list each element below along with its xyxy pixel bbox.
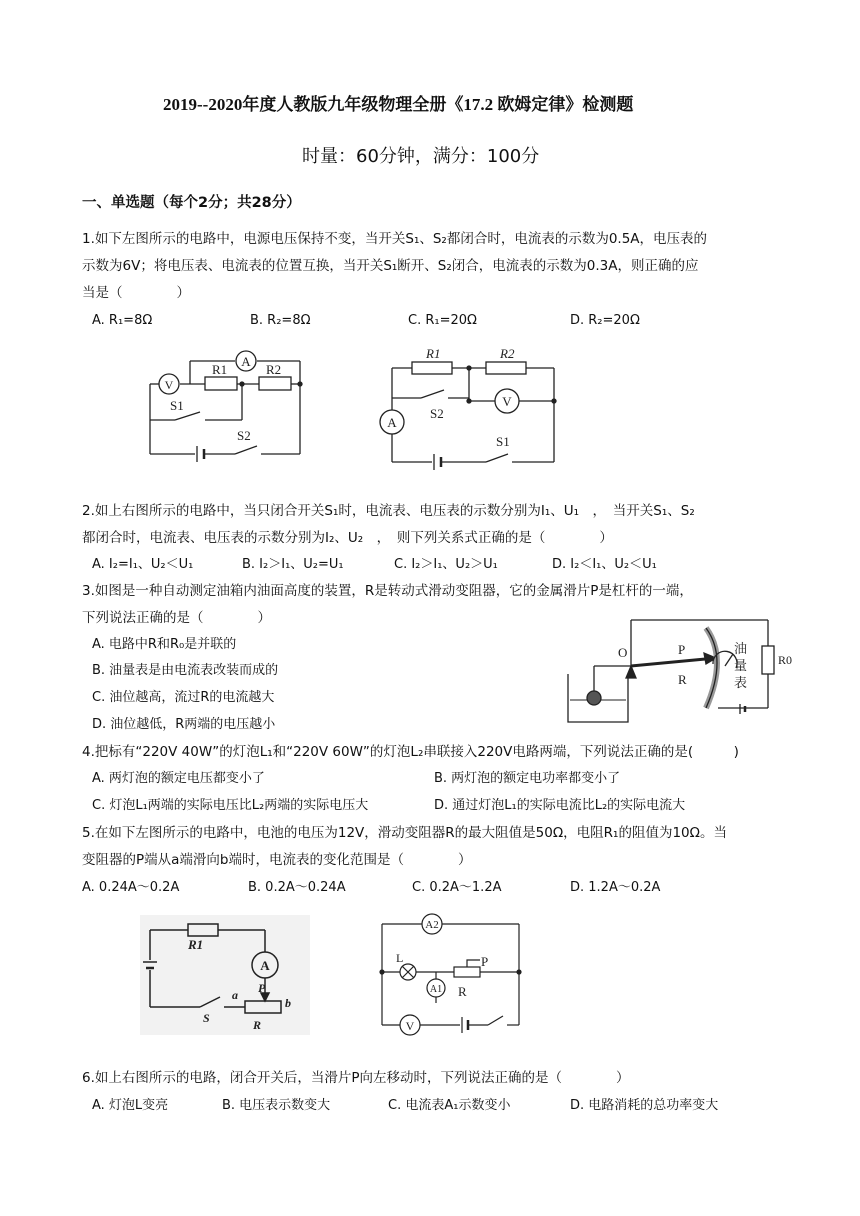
q5-option-d: D. 1.2A～0.2A: [570, 880, 661, 895]
fig3-slider-label: P: [678, 642, 686, 657]
q3-option-c: C. 油位越高，流过R的电流越大: [92, 690, 275, 705]
circuit-figure-5: [376, 910, 521, 1035]
fig4-slider-label: P: [258, 981, 266, 995]
fig5-a1-label: A1: [429, 984, 443, 995]
fig1-r1-label: R1: [212, 362, 228, 377]
fig5-slider-label: P: [481, 954, 489, 969]
fig3-rheostat-label: R: [678, 672, 687, 687]
q2-option-a: A. I₂=I₁、U₂＜U₁: [92, 557, 194, 572]
q5-line2: 变阻器的P端从a端滑向b端时，电流表的变化范围是（ ）: [82, 852, 472, 868]
q5-option-b: B. 0.2A～0.24A: [248, 880, 346, 895]
q4-option-a: A. 两灯泡的额定电压都变小了: [92, 771, 265, 786]
fig4-ammeter-label: A: [260, 958, 270, 973]
fig5-lamp-label: L: [396, 951, 404, 965]
q1-option-c: C. R₁=20Ω: [408, 313, 477, 328]
q1-line3: 当是（ ）: [82, 285, 190, 301]
q5-option-c: C. 0.2A～1.2A: [412, 880, 502, 895]
q6-line1: 6.如上右图所示的电路，闭合开关后，当滑片P向左移动时，下列说法正确的是（ ）: [82, 1070, 630, 1086]
q2-line2: 都闭合时，电流表、电压表的示数分别为I₂、U₂ ， 则下列关系式正确的是（ ）: [82, 530, 613, 546]
fig3-pivot-label: O: [618, 645, 628, 660]
fig2-s2-label: S2: [430, 406, 444, 421]
q1-option-d: D. R₂=20Ω: [570, 313, 640, 328]
q4-option-b: B. 两灯泡的额定电功率都变小了: [434, 771, 621, 786]
q5-option-a: A. 0.24A～0.2A: [82, 880, 180, 895]
circuit-figure-4: [140, 915, 310, 1035]
q2-option-b: B. I₂＞I₁、U₂=U₁: [242, 557, 344, 572]
fig2-s1-label: S1: [496, 434, 510, 449]
q1-line2: 示数为6V；将电压表、电流表的位置互换，当开关S₁断开、S₂闭合，电流表的示数为0.3A，则正确的应: [82, 258, 699, 274]
q3-option-b: B. 油量表是由电流表改装而成的: [92, 663, 279, 678]
q2-option-c: C. I₂＞I₁、U₂＞U₁: [394, 557, 498, 572]
q1-line1: 1.如下左图所示的电路中，电源电压保持不变，当开关S₁、S₂都闭合时，电流表的示数为0.5A，电压表的: [82, 231, 708, 247]
fig5-a2-label: A2: [425, 919, 439, 931]
fig1-s2-label: S2: [237, 428, 251, 443]
q3-line1: 3.如图是一种自动测定油箱内油面高度的装置，R是转动式滑动变阻器，它的金属滑片P是杠杆的一端，: [82, 583, 693, 599]
fig2-r2-label: R2: [500, 346, 515, 361]
section-heading: 一、单选题（每个2分；共28分）: [82, 195, 301, 211]
q1-option-b: B. R₂=8Ω: [250, 313, 311, 328]
fig1-s1-label: S1: [170, 398, 184, 413]
fig4-rheostat-label: R: [253, 1018, 262, 1032]
q5-line1: 5.在如下左图所示的电路中，电池的电压为12V，滑动变阻器R的最大阻值是50Ω，电阻R₁的阻值为10Ω。当: [82, 825, 727, 841]
circuit-figure-1: [145, 348, 315, 458]
page-subtitle: 时量：60分钟，满分：100分: [302, 146, 540, 167]
q1-option-a: A. R₁=8Ω: [92, 313, 153, 328]
fig1-r2-label: R2: [266, 362, 282, 377]
q3-option-d: D. 油位越低，R两端的电压越小: [92, 717, 276, 732]
oil-gauge-figure: [568, 608, 798, 728]
fig5-rheostat-label: R: [458, 984, 467, 999]
fig3-gauge-char-1: 油: [734, 641, 748, 656]
fig1-voltmeter-label: V: [164, 378, 174, 392]
page-title: 2019--2020年度人教版九年级物理全册《17.2 欧姆定律》检测题: [163, 95, 634, 114]
fig4-r1-label: R1: [188, 937, 204, 952]
fig1-ammeter-label: A: [241, 354, 251, 369]
q4-option-c: C. 灯泡L₁两端的实际电压比L₂两端的实际电压大: [92, 798, 369, 813]
fig3-r0-label: R0: [778, 653, 793, 667]
fig3-gauge-char-3: 表: [734, 675, 748, 690]
fig4-end-a-label: a: [232, 988, 238, 1002]
fig4-end-b-label: b: [285, 996, 291, 1010]
q4-option-d: D. 通过灯泡L₁的实际电流比L₂的实际电流大: [434, 798, 686, 813]
fig2-ammeter-label: A: [387, 415, 397, 430]
circuit-figure-2: [376, 348, 556, 468]
q6-option-d: D. 电路消耗的总功率变大: [570, 1098, 719, 1113]
q3-line2: 下列说法正确的是（ ）: [82, 610, 271, 626]
fig2-voltmeter-label: V: [502, 394, 512, 409]
fig2-r1-label: R1: [426, 346, 441, 361]
q3-option-a: A. 电路中R和R₀是并联的: [92, 637, 237, 652]
q4-line1: 4.把标有“220V 40W”的灯泡L₁和“220V 60W”的灯泡L₂串联接入220V电路两端，下列说法正确的是( ): [82, 744, 739, 760]
q2-option-d: D. I₂＜I₁、U₂＜U₁: [552, 557, 657, 572]
q6-option-b: B. 电压表示数变大: [222, 1098, 331, 1113]
fig5-voltmeter-label: V: [405, 1019, 415, 1033]
q6-option-c: C. 电流表A₁示数变小: [388, 1098, 511, 1113]
q6-option-a: A. 灯泡L变亮: [92, 1098, 169, 1113]
fig4-switch-label: S: [203, 1011, 210, 1025]
q2-line1: 2.如上右图所示的电路中，当只闭合开关S₁时，电流表、电压表的示数分别为I₁、U₁ ， 当开关S₁、S₂: [82, 503, 695, 519]
fig3-gauge-char-2: 量: [734, 658, 748, 673]
